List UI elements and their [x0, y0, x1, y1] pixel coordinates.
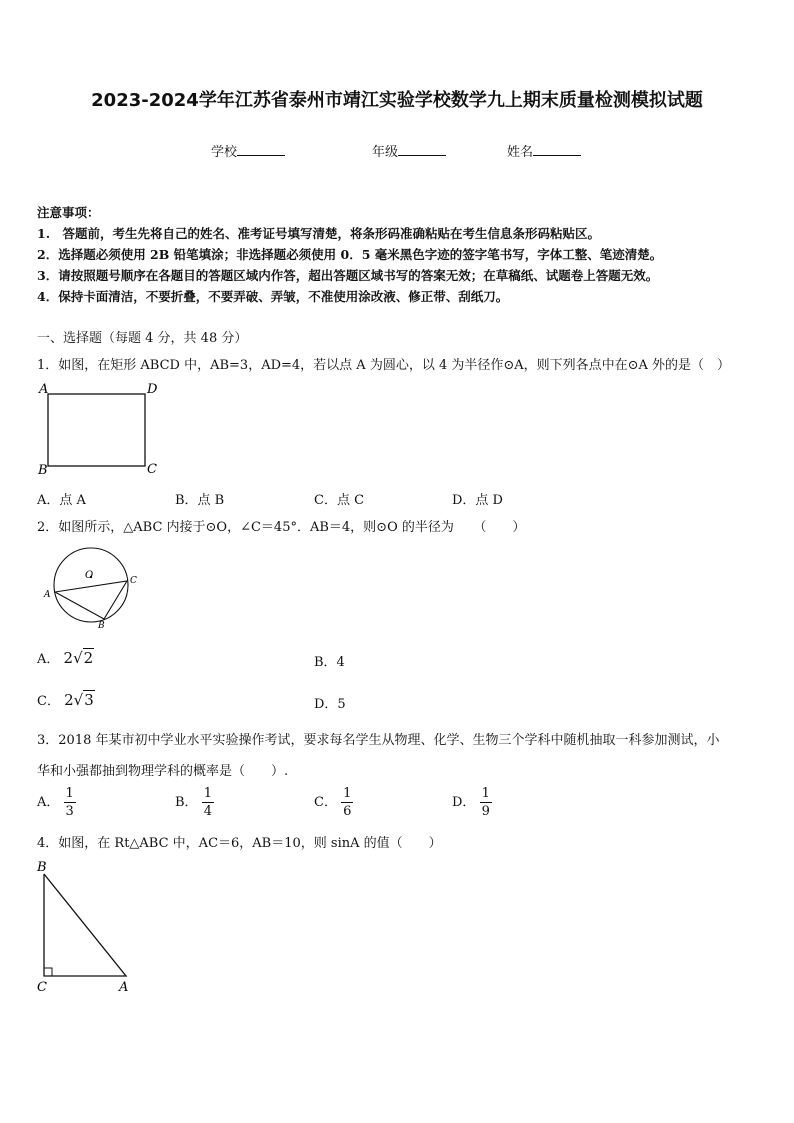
option-a[interactable]: [37, 648, 94, 667]
grade-blank[interactable]: [398, 143, 446, 156]
option-prefix: A．: [37, 795, 60, 810]
grade-label: 年级: [372, 145, 399, 160]
name-label: 姓名: [507, 145, 534, 160]
label-a: A: [119, 980, 129, 995]
label-c: C: [130, 576, 137, 586]
radicand: 2: [83, 649, 94, 667]
question-1-text: 1．如图，在矩形 ABCD 中，AB=3，AD=4，若以点 A 为圆心，以 4 为半径作⊙A，则下列各点中在⊙A 外的是（ ）: [37, 358, 731, 373]
option-a[interactable]: [37, 785, 76, 820]
question-3-line2: 华和小强都抽到物理学科的概率是（ ）.: [37, 764, 289, 779]
radicand: 3: [84, 691, 94, 709]
school-blank[interactable]: [237, 143, 285, 156]
option-b[interactable]: B．4: [314, 655, 345, 670]
option-b[interactable]: [175, 785, 214, 820]
radical-sign: √: [73, 649, 83, 667]
option-prefix: A．: [37, 652, 60, 667]
question-2-text: 2．如图所示，△ABC 内接于⊙O，∠C＝45°．AB＝4，则⊙O 的半径为 （ ）: [37, 520, 526, 535]
notice-item: 4．保持卡面清洁，不要折叠，不要弄破、弄皱，不准使用涂改液、修正带、刮纸刀。: [37, 289, 509, 304]
right-triangle-figure: [34, 858, 144, 998]
label-a: A: [39, 382, 49, 397]
option-c[interactable]: [314, 785, 353, 820]
coefficient: 2: [63, 649, 74, 667]
rectangle-figure: [36, 380, 166, 480]
notice-heading: 注意事项：: [37, 205, 100, 220]
notice-item: 1. 答题前，考生先将自己的姓名、准考证号填写清楚，将条形码准确粘贴在考生信息条形码粘贴区。: [37, 226, 601, 241]
grade-field[interactable]: [372, 141, 446, 160]
option-b[interactable]: B．点 B: [175, 493, 225, 508]
option-prefix: B．: [175, 795, 198, 810]
label-a: A: [44, 590, 51, 600]
option-prefix: C．: [37, 694, 60, 709]
label-b: B: [38, 463, 48, 478]
coefficient: 2: [64, 691, 74, 709]
label-b: B: [37, 860, 47, 875]
page-title: 2023-2024学年江苏省泰州市靖江实验学校数学九上期末质量检测模拟试题: [91, 90, 703, 111]
option-d[interactable]: D．点 D: [452, 493, 503, 508]
name-field[interactable]: [507, 141, 581, 160]
school-label: 学校: [211, 145, 238, 160]
option-d[interactable]: [452, 785, 492, 820]
notice-item: 2．选择题必须使用 2B 铅笔填涂；非选择题必须使用 0．5 毫米黑色字迹的签字笔书写，字体工整、笔迹清楚。: [37, 247, 663, 262]
question-3-line1: 3．2018 年某市初中学业水平实验操作考试，要求每名学生从物理、化学、生物三个学科中随机抽取一科参加测试，小: [37, 733, 720, 748]
name-blank[interactable]: [533, 143, 581, 156]
option-c[interactable]: [37, 690, 95, 709]
option-prefix: D．: [452, 795, 476, 810]
fraction: $\frac{1}{4}$: [203, 786, 212, 819]
label-c: C: [147, 462, 157, 477]
label-b: B: [98, 621, 105, 631]
fraction: $\frac{1}{9}$: [481, 786, 490, 819]
fraction: $\frac{1}{3}$: [65, 786, 74, 819]
label-d: D: [147, 382, 158, 397]
circle-figure: [38, 540, 148, 635]
option-a[interactable]: A．点 A: [37, 493, 86, 508]
question-4-text: 4．如图，在 Rt△ABC 中，AC＝6，AB＝10，则 sinA 的值（ ）: [37, 836, 442, 851]
label-c: C: [37, 980, 47, 995]
fraction: $\frac{1}{6}$: [343, 786, 352, 819]
option-c[interactable]: C．点 C: [314, 493, 365, 508]
notice-item: 3．请按照题号顺序在各题目的答题区域内作答，超出答题区域书写的答案无效；在草稿纸、试题卷上答题无效。: [37, 268, 659, 283]
label-o: O: [85, 570, 94, 581]
section-heading: 一、选择题（每题 4 分，共 48 分）: [37, 331, 248, 346]
radical-sign: √: [73, 691, 84, 709]
option-d[interactable]: D．5: [314, 697, 346, 712]
option-prefix: C．: [314, 795, 337, 810]
school-field[interactable]: [211, 141, 285, 160]
